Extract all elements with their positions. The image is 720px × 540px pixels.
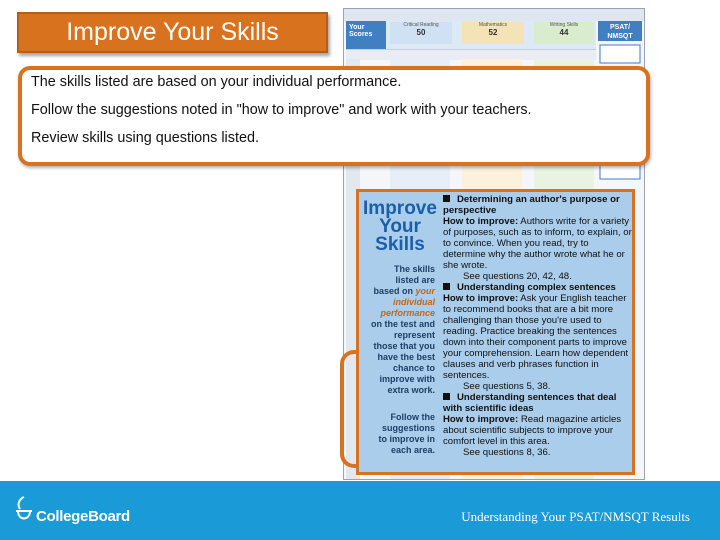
footer-caption: Understanding Your PSAT/NMSQT Results	[461, 509, 690, 524]
callout-line-review: Review skills using questions listed.	[31, 130, 259, 146]
report-writing-skills: Writing Skills 44	[534, 22, 594, 44]
panel-left-column	[359, 192, 441, 472]
improve-skills-panel	[356, 189, 635, 475]
slide-title-box	[17, 12, 328, 53]
panel-follow-note: Follow the suggestions to improve in each area.	[378, 412, 435, 455]
footer-bar	[0, 481, 720, 540]
callout-line-performance: The skills listed are based on your individual performance.	[31, 74, 402, 90]
bullet-square-icon	[443, 393, 450, 400]
report-critical-reading: Critical Reading 50	[390, 22, 452, 44]
skill-item: Determining an author's purpose or perspective How to improve: Authors write for a variety of purposes, such as to inform, to explain, or to convince. When you read, try to determine why the author wrote what he or she wrote. See questions 20, 42, 48.	[443, 194, 632, 282]
skill-item: Understanding complex sentences How to improve: Ask your English teacher to recommend books that are a bit more challenging than those you're used to reading. Practice breaking the sentences down into their component parts to improve your comprehension. Learn how dependent clauses and verb phrases function in sentences. See questions 5, 38.	[443, 282, 629, 392]
report-top-bar	[344, 9, 644, 21]
slide-title: Improve Your Skills	[66, 18, 279, 46]
callout-line-suggestions: Follow the suggestions noted in "how to improve" and work with your teachers.	[31, 102, 532, 118]
bullet-square-icon	[443, 195, 450, 202]
collegeboard-logo: CollegeBoard	[36, 508, 130, 525]
report-mathematics: Mathematics 52	[462, 22, 524, 44]
report-psat-logo: PSAT/ NMSQT	[598, 21, 642, 41]
panel-heading: Improve Your Skills	[363, 198, 437, 255]
skill-item: Understanding sentences that deal with scientific ideas How to improve: Read magazine articles about scientific subjects to improve your comfort level in this area. See questions 8, 36.	[443, 392, 622, 458]
acorn-logo-icon	[14, 495, 34, 527]
callout-box	[18, 66, 650, 166]
bullet-square-icon	[443, 283, 450, 290]
report-your-scores: Your Scores	[346, 21, 386, 49]
panel-intro: The skills listed are based on your individual performance on the test and represent those that you have the best chance to improve with extra work.	[371, 264, 436, 395]
panel-skills-list	[443, 194, 633, 458]
